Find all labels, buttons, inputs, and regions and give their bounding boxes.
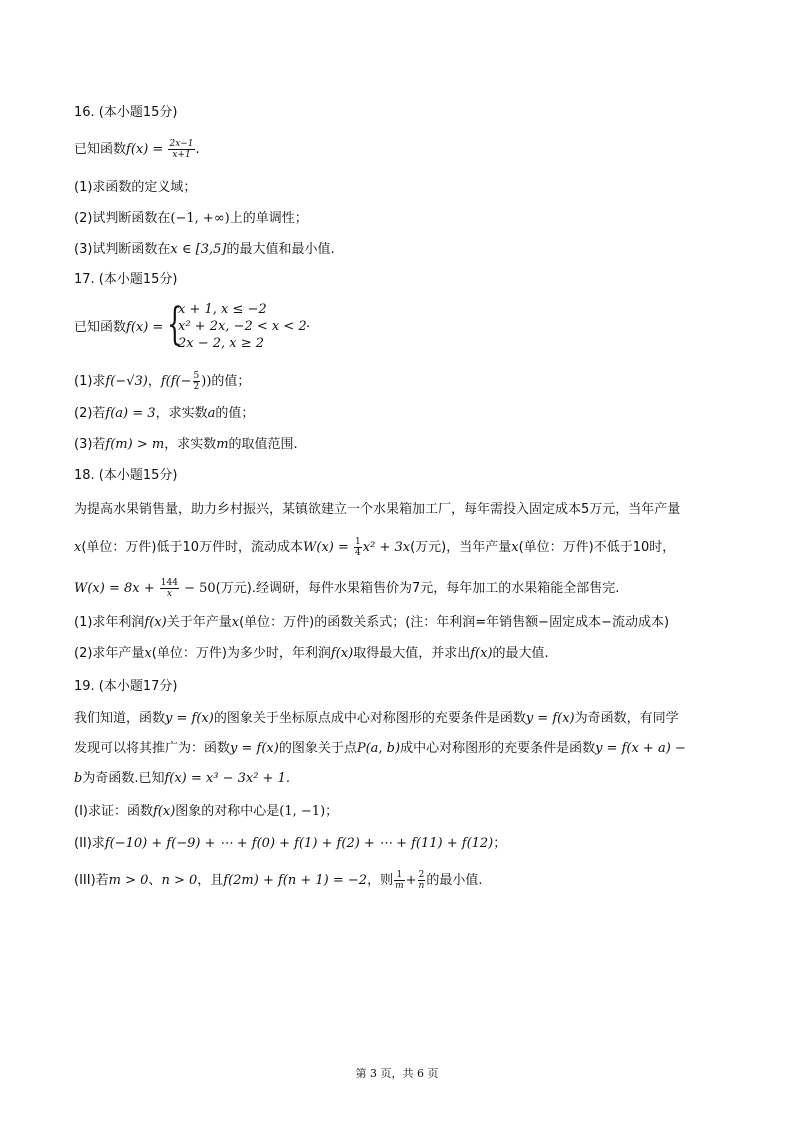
q19-l2-f: y = f(x + a) −: [595, 741, 686, 756]
q18-p2-c: (单位：万件)为多少时，年利润: [151, 646, 331, 661]
q16-part2: [74, 210, 308, 228]
q18-l2-a: x: [74, 540, 82, 555]
q17-p2-c: ，求实数: [155, 406, 208, 421]
q18-header: 18. (本小题15分): [74, 468, 178, 483]
q18-p2-g: 的最大值.: [492, 646, 549, 661]
q16-p2-a: (2)试判断函数在: [74, 211, 171, 226]
q17-intro-suffix: .: [306, 316, 311, 331]
q17-part1: [74, 371, 250, 392]
q19-header: 19. (本小题17分): [74, 679, 178, 694]
q18-line-1: 为提高水果销售量，助力乡村振兴，某镇欲建立一个水果箱加工厂，每年需投入固定成本5万元，当年产量: [74, 502, 681, 517]
q19-p3-i: 的最小值.: [426, 873, 483, 888]
q19-p3-frac1-den: m: [395, 881, 404, 891]
q18-p1-d: x: [231, 615, 240, 630]
q18-part1: [74, 614, 669, 632]
q19-l3-a: b: [74, 771, 83, 786]
q18-p2-b: x: [144, 646, 152, 661]
q18-p1-e: (单位：万件)的函数关系式；(注：年利润=年销售额−固定成本−流动成本): [239, 615, 670, 630]
q18-l2-fraction: [354, 537, 362, 558]
q19-p3-e: ，且: [197, 873, 224, 888]
q18-l3-c: (万元).经调研，每件水果箱售价为7元，每年加工的水果箱能全部售完.: [215, 581, 620, 596]
q19-p3-g: ，则: [367, 873, 394, 888]
q18-l2-b: (单位：万件)低于10万件时，流动成本: [81, 540, 304, 555]
q17-p1-fraction: [193, 371, 201, 392]
q17-p1-e: )): [201, 374, 212, 389]
q18-p2-a: (2)求年产量: [74, 646, 145, 661]
q17-p1-b: f(−√3): [105, 374, 148, 389]
q18-line-2: [74, 537, 675, 558]
q16-intro: 已知函数f(x) = $\frac{2x-1}{x+1}$ .: [74, 139, 200, 160]
q16-part3: [74, 241, 335, 259]
q18-l3-frac-num: 144: [160, 578, 178, 588]
q19-l2-c: 的图象关于点: [278, 741, 357, 756]
q17-case-3: 2x − 2, x ≥ 2: [178, 336, 265, 351]
q18-p1-b: f(x): [144, 615, 167, 630]
q16-frac-num: 2x−1: [169, 139, 194, 149]
q19-part3: [74, 870, 482, 891]
q17-func: f(x) =: [126, 320, 164, 335]
q17-p1-c: ，: [147, 374, 161, 389]
q17-p2-d: a: [207, 406, 216, 421]
q19-p1-a: (I)求证：函数: [74, 804, 153, 819]
q16-frac-den: x+1: [172, 150, 191, 160]
q19-line-1: [74, 710, 679, 728]
q19-l3-b: 为奇函数.已知: [82, 771, 165, 786]
q18-l3-a: W(x) = 8x +: [74, 581, 155, 596]
q18-l2-frac-num: 1: [355, 537, 361, 547]
q19-p3-fraction-2: [418, 870, 426, 891]
q18-p1-a: (1)求年利润: [74, 615, 145, 630]
q19-l2-d: P(a, b): [356, 741, 401, 756]
q18-l2-frac-den: 4: [355, 548, 361, 558]
q19-l1-e: 为奇函数，有同学: [574, 711, 679, 726]
q19-l1-c: 的图象关于坐标原点成中心对称图形的充要条件是函数: [213, 711, 526, 726]
q17-p2-b: f(a) = 3: [105, 406, 156, 421]
q19-p3-frac2-den: n: [418, 881, 425, 891]
q19-l3-d: .: [285, 771, 290, 786]
q16-intro-text: 已知函数: [74, 142, 127, 157]
q19-line-3: [74, 770, 290, 788]
q19-l3-c: f(x) = x³ − 3x² + 1: [164, 771, 286, 786]
q17-p3-b: f(m) > m: [105, 437, 165, 452]
page-footer: 第 3 页，共 6 页: [355, 1067, 439, 1080]
q18-p1-c: 关于年产量: [166, 615, 232, 630]
q16-p2-c: 上的单调性；: [229, 211, 308, 226]
q19-line-2: [74, 740, 686, 758]
q16-p3-domain: x ∈ [3,5]: [170, 242, 227, 257]
q18-l2-e: (万元)，当年产量: [410, 540, 512, 555]
q17-part3: [74, 436, 298, 454]
q17-p2-e: 的值；: [215, 406, 255, 421]
q18-p2-e: 取得最大值，并求出: [353, 646, 471, 661]
q19-p3-b: m > 0: [108, 873, 149, 888]
q19-p3-frac1-num: 1: [394, 870, 405, 881]
q19-p1-e: ；: [325, 804, 339, 819]
q19-p1-c: 图象的对称中心是: [175, 804, 280, 819]
q19-part2: [74, 835, 506, 853]
q17-p1-d: f(f(−: [160, 374, 192, 389]
q18-p2-d: f(x): [330, 646, 354, 661]
q17-intro-text: 已知函数: [74, 320, 127, 335]
q17-p1-f: 的值；: [211, 374, 251, 389]
q19-p3-plus: +: [405, 873, 417, 888]
q19-l1-a: 我们知道，函数: [74, 711, 166, 726]
q18-part2: [74, 645, 549, 663]
q16-header: 16. (本小题15分): [74, 105, 178, 120]
q19-p1-b: f(x): [152, 804, 176, 819]
q18-line-3: [74, 578, 619, 599]
q19-p2-c: ；: [493, 836, 507, 851]
q17-case-1: x + 1, x ≤ −2: [178, 302, 267, 317]
q19-p3-fraction-1: [394, 870, 405, 891]
q18-l2-g: (单位：万件)不低于10时，: [518, 540, 676, 555]
q17-p1-frac-num: 5: [193, 371, 200, 381]
q17-p1-frac-den: 2: [193, 382, 200, 392]
q19-part1: [74, 803, 338, 821]
q17-p3-d: m: [216, 437, 229, 452]
q17-cases: [178, 301, 307, 352]
q19-p3-c: 、: [148, 873, 162, 888]
q16-part1: (1)求函数的定义域；: [74, 180, 197, 195]
q17-p2-a: (2)若: [74, 406, 106, 421]
q17-brace: {: [167, 299, 183, 350]
q18-l3-fraction: [160, 578, 179, 599]
q18-l2-f: x: [511, 540, 519, 555]
q17-p3-e: 的取值范围.: [228, 437, 298, 452]
q18-l2-d: x² + 3x: [362, 540, 411, 555]
q19-l1-b: y = f(x): [165, 711, 214, 726]
q17-header: 17. (本小题15分): [74, 272, 178, 287]
q19-p3-a: (III)若: [74, 873, 109, 888]
q19-p2-a: (II)求: [74, 836, 105, 851]
q18-l3-b: − 50: [184, 581, 216, 596]
q16-p3-a: (3)试判断函数在: [74, 242, 171, 257]
q19-p3-d: n > 0: [161, 873, 198, 888]
q18-l3-frac-den: x: [166, 589, 172, 599]
q19-l2-e: 成中心对称图形的充要条件是函数: [400, 741, 596, 756]
q19-p2-sum: f(−10) + f(−9) + ⋯ + f(0) + f(1) + f(2) + ⋯ + f(11) + f(12): [104, 836, 494, 851]
q18-p2-f: f(x): [470, 646, 493, 661]
q16-func: f(x) =: [126, 142, 164, 157]
q19-p3-f: f(2m) + f(n + 1) = −2: [223, 873, 368, 888]
q19-l2-b: y = f(x): [230, 741, 279, 756]
q17-case-2: x² + 2x, −2 < x < 2: [178, 319, 307, 334]
q18-l2-c: W(x) =: [303, 540, 349, 555]
q17-p3-a: (3)若: [74, 437, 106, 452]
q19-p1-d: (1, −1): [279, 804, 326, 819]
q16-p3-c: 的最大值和最小值.: [226, 242, 335, 257]
q16-fraction: [168, 139, 194, 160]
q16-p2-interval: (−1, +∞): [170, 211, 230, 226]
q19-p3-frac2-num: 2: [418, 870, 425, 880]
q17-p1-a: (1)求: [74, 374, 106, 389]
q17-intro: [74, 316, 163, 335]
q19-l1-d: y = f(x): [525, 711, 575, 726]
q17-part2: [74, 405, 254, 423]
q17-p3-c: ，求实数: [164, 437, 217, 452]
q19-l2-a: 发现可以将其推广为：函数: [74, 741, 231, 756]
